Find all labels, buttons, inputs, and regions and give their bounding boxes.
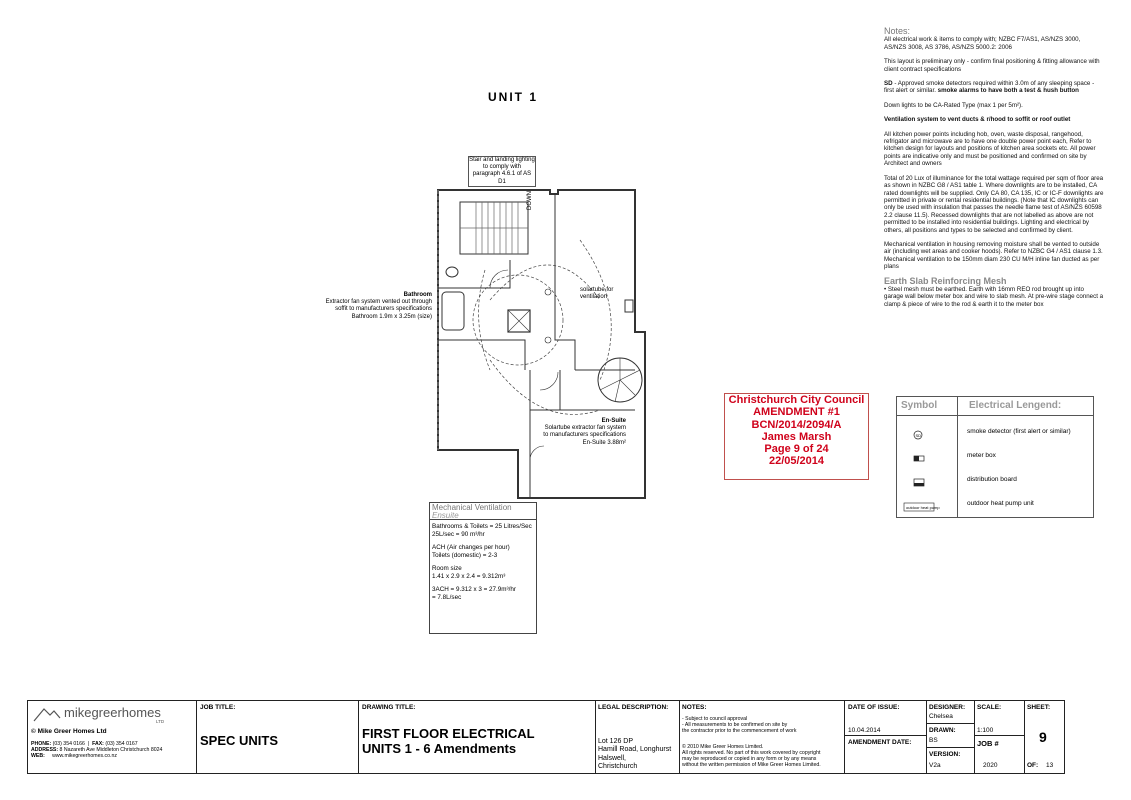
mechanical-ventilation-box bbox=[429, 502, 537, 634]
stamp-line: AMENDMENT #1 bbox=[753, 406, 840, 419]
drawn-label: DRAWN: bbox=[929, 727, 956, 734]
amendment-date-label: AMENDMENT DATE: bbox=[848, 739, 912, 746]
note-paragraph: All kitchen power points including hob, oven, waste disposal, rangehood, refrigator and microwave are to have one double power point each, Refer to kitchen design for layouts and positions of kitchen area sockets etc. All power points are indicative only and must be positioned and confirmed on site by Architect and owners bbox=[884, 130, 1096, 168]
notes-subheading: Earth Slab Reinforcing Mesh bbox=[884, 275, 1007, 286]
callout-stair bbox=[468, 156, 536, 187]
drawn-value: BS bbox=[929, 737, 938, 744]
note-paragraph: This layout is preliminary only - confirm final positioning & fitting allowance with client contract specifications bbox=[884, 58, 1100, 73]
legal-line: Lot 126 DP bbox=[598, 738, 634, 745]
callout-solartube bbox=[580, 287, 620, 301]
of-label: OF: bbox=[1027, 762, 1039, 769]
stamp-line: James Marsh bbox=[761, 430, 832, 443]
scale-value: 1:100 bbox=[977, 727, 994, 734]
tb-note-line: - All measurements to be confirmed on site by bbox=[682, 722, 788, 728]
mech-line: Room size bbox=[432, 565, 462, 572]
callout-ensuite-title: En-Suite bbox=[601, 418, 626, 424]
notes-panel bbox=[884, 28, 1104, 315]
legend-symbol-heading: Symbol bbox=[901, 400, 938, 411]
note-paragraph: Down lights to be CA-Rated Type (max 1 per 5m²). bbox=[884, 101, 1023, 109]
job-number-label: JOB # bbox=[977, 739, 999, 748]
callout-bathroom-line: soffit to manufacturers specifications bbox=[335, 306, 432, 313]
tb-note-line: - Subject to council approval bbox=[682, 716, 748, 722]
legend-header bbox=[897, 397, 1093, 416]
legal-line: Christchurch bbox=[598, 763, 638, 771]
date-of-issue-label: DATE OF ISSUE: bbox=[848, 704, 900, 711]
copyright-line: may be reproduced or copied in any form or by any means bbox=[682, 756, 817, 762]
web-label: WEB: bbox=[31, 753, 45, 760]
fax-value: (03) 354 0167 bbox=[105, 741, 138, 747]
stamp-line: 22/05/2014 bbox=[768, 455, 825, 468]
floor-plan-drawing bbox=[430, 180, 650, 500]
designer-label: DESIGNER: bbox=[929, 704, 966, 711]
mech-line: 3ACH = 9.312 x 3 = 27.9m³/hr bbox=[432, 586, 517, 593]
mech-subtitle: Ensuite bbox=[430, 512, 536, 521]
note-paragraph: All electrical work & items to comply with; NZBC F7/AS1, AS/NZS 3000, AS/NZS 3008, AS 3786, AS/NZS 5000.2: 2006 bbox=[884, 36, 1081, 51]
sheet-label: SHEET: bbox=[1027, 704, 1051, 711]
svg-text:SD: SD bbox=[915, 432, 922, 438]
distribution-board-icon bbox=[913, 475, 941, 485]
web-link[interactable]: www.mikegreerhomes.co.nz bbox=[52, 753, 117, 760]
legend-row bbox=[897, 447, 1093, 467]
note-paragraph-smoke bbox=[884, 80, 1104, 95]
version-label: VERSION: bbox=[929, 751, 961, 758]
callout-solartube-line: solartube for bbox=[580, 287, 614, 293]
callout-bathroom-title: Bathroom bbox=[403, 292, 432, 298]
drawing-title-label: DRAWING TITLE: bbox=[362, 704, 416, 711]
phone-label: PHONE: bbox=[31, 741, 52, 747]
smoke-detector-icon bbox=[913, 427, 941, 437]
callout-ensuite-line: En-Suite 3.88m² bbox=[582, 439, 626, 446]
house-logo-icon bbox=[32, 705, 62, 723]
designer-value: Chelsea bbox=[929, 713, 953, 720]
legend-label: distribution board bbox=[967, 476, 1017, 483]
legend-label: meter box bbox=[967, 452, 996, 459]
notes-label: NOTES: bbox=[682, 704, 707, 711]
stamp-line: Page 9 of 24 bbox=[764, 443, 829, 456]
callout-solartube-line: ventilation bbox=[580, 294, 608, 301]
of-value: 13 bbox=[1046, 762, 1054, 769]
legal-description-label: LEGAL DESCRIPTION: bbox=[598, 704, 669, 711]
down-label: DOWN bbox=[527, 191, 533, 210]
meter-box-icon bbox=[913, 451, 941, 461]
legend-row bbox=[897, 471, 1093, 491]
callout-stair-text: Stair and landing lighting to comply with paragraph 4.6.1 of AS D1 bbox=[469, 157, 535, 185]
legend-title: Electrical Lengend: bbox=[969, 400, 1062, 411]
notes-heading: Notes: bbox=[884, 26, 911, 36]
mech-title: Mechanical Ventilation bbox=[432, 503, 512, 512]
copyright-line: without the written permission of Mike Greer Homes Limited. bbox=[682, 762, 821, 768]
unit-title: UNIT 1 bbox=[488, 90, 539, 104]
brand-name: mikegreerhomes bbox=[64, 705, 161, 720]
job-number-value: 2020 bbox=[983, 762, 998, 769]
stamp-line: BCN/2014/2094/A bbox=[751, 418, 842, 431]
note-text: - Approved smoke detectors required within 3.0m of any sleeping space - first alert or similar. bbox=[884, 80, 1095, 95]
fax-label: FAX: bbox=[92, 741, 104, 747]
version-value: V2a bbox=[929, 762, 941, 769]
note-sd-label: SD bbox=[884, 80, 893, 88]
note-paragraph: Ventilation system to vent ducts & r/hood to soffit or roof outlet bbox=[884, 116, 1071, 124]
job-title-label: JOB TITLE: bbox=[200, 704, 236, 711]
company-logo bbox=[32, 703, 192, 725]
mech-line: = 7.8L/sec bbox=[432, 593, 462, 601]
mech-line: Bathrooms & Toilets = 25 Litres/Sec bbox=[432, 523, 532, 530]
callout-bathroom bbox=[322, 292, 432, 321]
drawing-title-line: FIRST FLOOR ELECTRICAL bbox=[362, 726, 535, 741]
electrical-legend bbox=[896, 396, 1094, 518]
mech-line: 25L/sec = 90 m³/hr bbox=[432, 530, 485, 538]
note-paragraph: • Steel mesh must be earthed. Earth with 16mm REO rod brought up into garage wall below meter box and wire to slab mesh. At pre-wire stage connect a clamp & piece of wire to the rod & earth it to the meter box bbox=[884, 285, 1104, 308]
callout-bathroom-line: Extractor fan system vented out through bbox=[325, 299, 432, 306]
title-block: mikegreerhomes LTD © Mike Greer Homes Ltd PHONE: (03) 354 0166 | FAX: (03) 354 0167 ADDRESS: 8 Nazareth Ave Middleton Christchurch 8024 WEB: www.mikegreerhomes.co.nz JOB TITLE: SPEC UNITS DRAWING TITLE: FIRST FLOOR ELECTRICAL UNITS 1 - 6 Amendments LEGAL DESCRIPTION: Lot 126 DP Hamill Road, Longhurst Halswell, Christchurch NOTES: - Subject to council approval - All measurements to be confirmed on site by the contractor prior to the commencement of work © 2010 Mike Greer Homes Limited. All rights reserved. No part of this work covered by copyright may be reproduced or copied in any form or by any means without the written permission of Mike Greer Homes Limited. DATE OF ISSUE: 10.04.2014 AMENDMENT DATE: DESIGNER: Chelsea DRAWN: BS VERSION: V2a SCALE: 1:100 JOB # 2020 SHEET: 9 OF: 13 bbox=[27, 700, 1065, 774]
callout-bathroom-line: Bathroom 1.9m x 3.25m (size) bbox=[351, 313, 432, 320]
mech-line: Toilets (domestic) = 2-3 bbox=[432, 551, 498, 559]
note-paragraph: Mechanical ventilation in housing removing moisture shall be vented to outside air (including wet areas and cooker hoods). Refer to NZBC G4 / AS1 clause 1.3. Mechanical ventilation to be 150mm diam 230 CU M/H inline fan ducted as per plans bbox=[884, 240, 1103, 271]
scale-label: SCALE: bbox=[977, 704, 1002, 711]
callout-ensuite-line: to manufacturers specifications bbox=[543, 432, 626, 439]
sheet-value: 9 bbox=[1039, 729, 1047, 745]
brand-suffix: LTD bbox=[156, 719, 165, 724]
drawing-title-line: UNITS 1 - 6 Amendments bbox=[362, 741, 517, 756]
phone-value: (03) 354 0166 bbox=[52, 741, 85, 747]
callout-ensuite-line: Solartube extractor fan system bbox=[544, 425, 626, 432]
job-title-value: SPEC UNITS bbox=[200, 733, 279, 748]
legend-row bbox=[897, 495, 1093, 515]
legend-row bbox=[897, 423, 1093, 443]
callout-ensuite bbox=[540, 418, 626, 447]
mech-line: 1.41 x 2.9 x 2.4 = 9.312m³ bbox=[432, 572, 506, 580]
company-name: © Mike Greer Homes Ltd bbox=[31, 728, 107, 735]
address-label: ADDRESS: bbox=[31, 747, 59, 754]
mech-line: ACH (Air changes per hour) bbox=[432, 544, 510, 551]
council-stamp bbox=[724, 393, 869, 480]
legend-label: smoke detector (first alert or similar) bbox=[967, 428, 1071, 435]
note-text-bold: smoke alarms to have both a test & hush button bbox=[937, 87, 1079, 95]
copyright-line: © 2010 Mike Greer Homes Limited. bbox=[682, 744, 764, 750]
copyright-line: All rights reserved. No part of this work covered by copyright bbox=[682, 750, 821, 756]
stamp-line: Christchurch City Council bbox=[728, 394, 865, 406]
legend-label: outdoor heat pump unit bbox=[967, 500, 1034, 507]
address-value: 8 Nazareth Ave Middleton Christchurch 8024 bbox=[59, 747, 163, 754]
legal-line: Hamill Road, Longhurst bbox=[598, 746, 672, 754]
tb-note-line: the contractor prior to the commencement of work bbox=[682, 728, 797, 734]
note-paragraph: Total of 20 Lux of illuminance for the total wattage required per sqm of floor area as shown in NZBC G8 / AS1 table 1. Where downlights are to be installed, CA rated downlights will be supplied. Only CA 80, CA 135, IC or IC-F downlights are permitted in private or rental residential buildings. (Note that IC downlights can only be used with insulation that passes the needle flame test of AS/NZS 60598 2.2 clause 11.5). Recessed downlights that are not labelled as above are not permitted to be installed into residential buildings. Lighting and electrical by others, all positions and types to be selected and confirmed by client. bbox=[884, 174, 1104, 234]
legal-line: Halswell, bbox=[598, 754, 627, 762]
date-of-issue-value: 10.04.2014 bbox=[848, 727, 881, 734]
heat-pump-icon bbox=[903, 499, 943, 509]
svg-text:outdoor heat pump: outdoor heat pump bbox=[906, 505, 940, 510]
